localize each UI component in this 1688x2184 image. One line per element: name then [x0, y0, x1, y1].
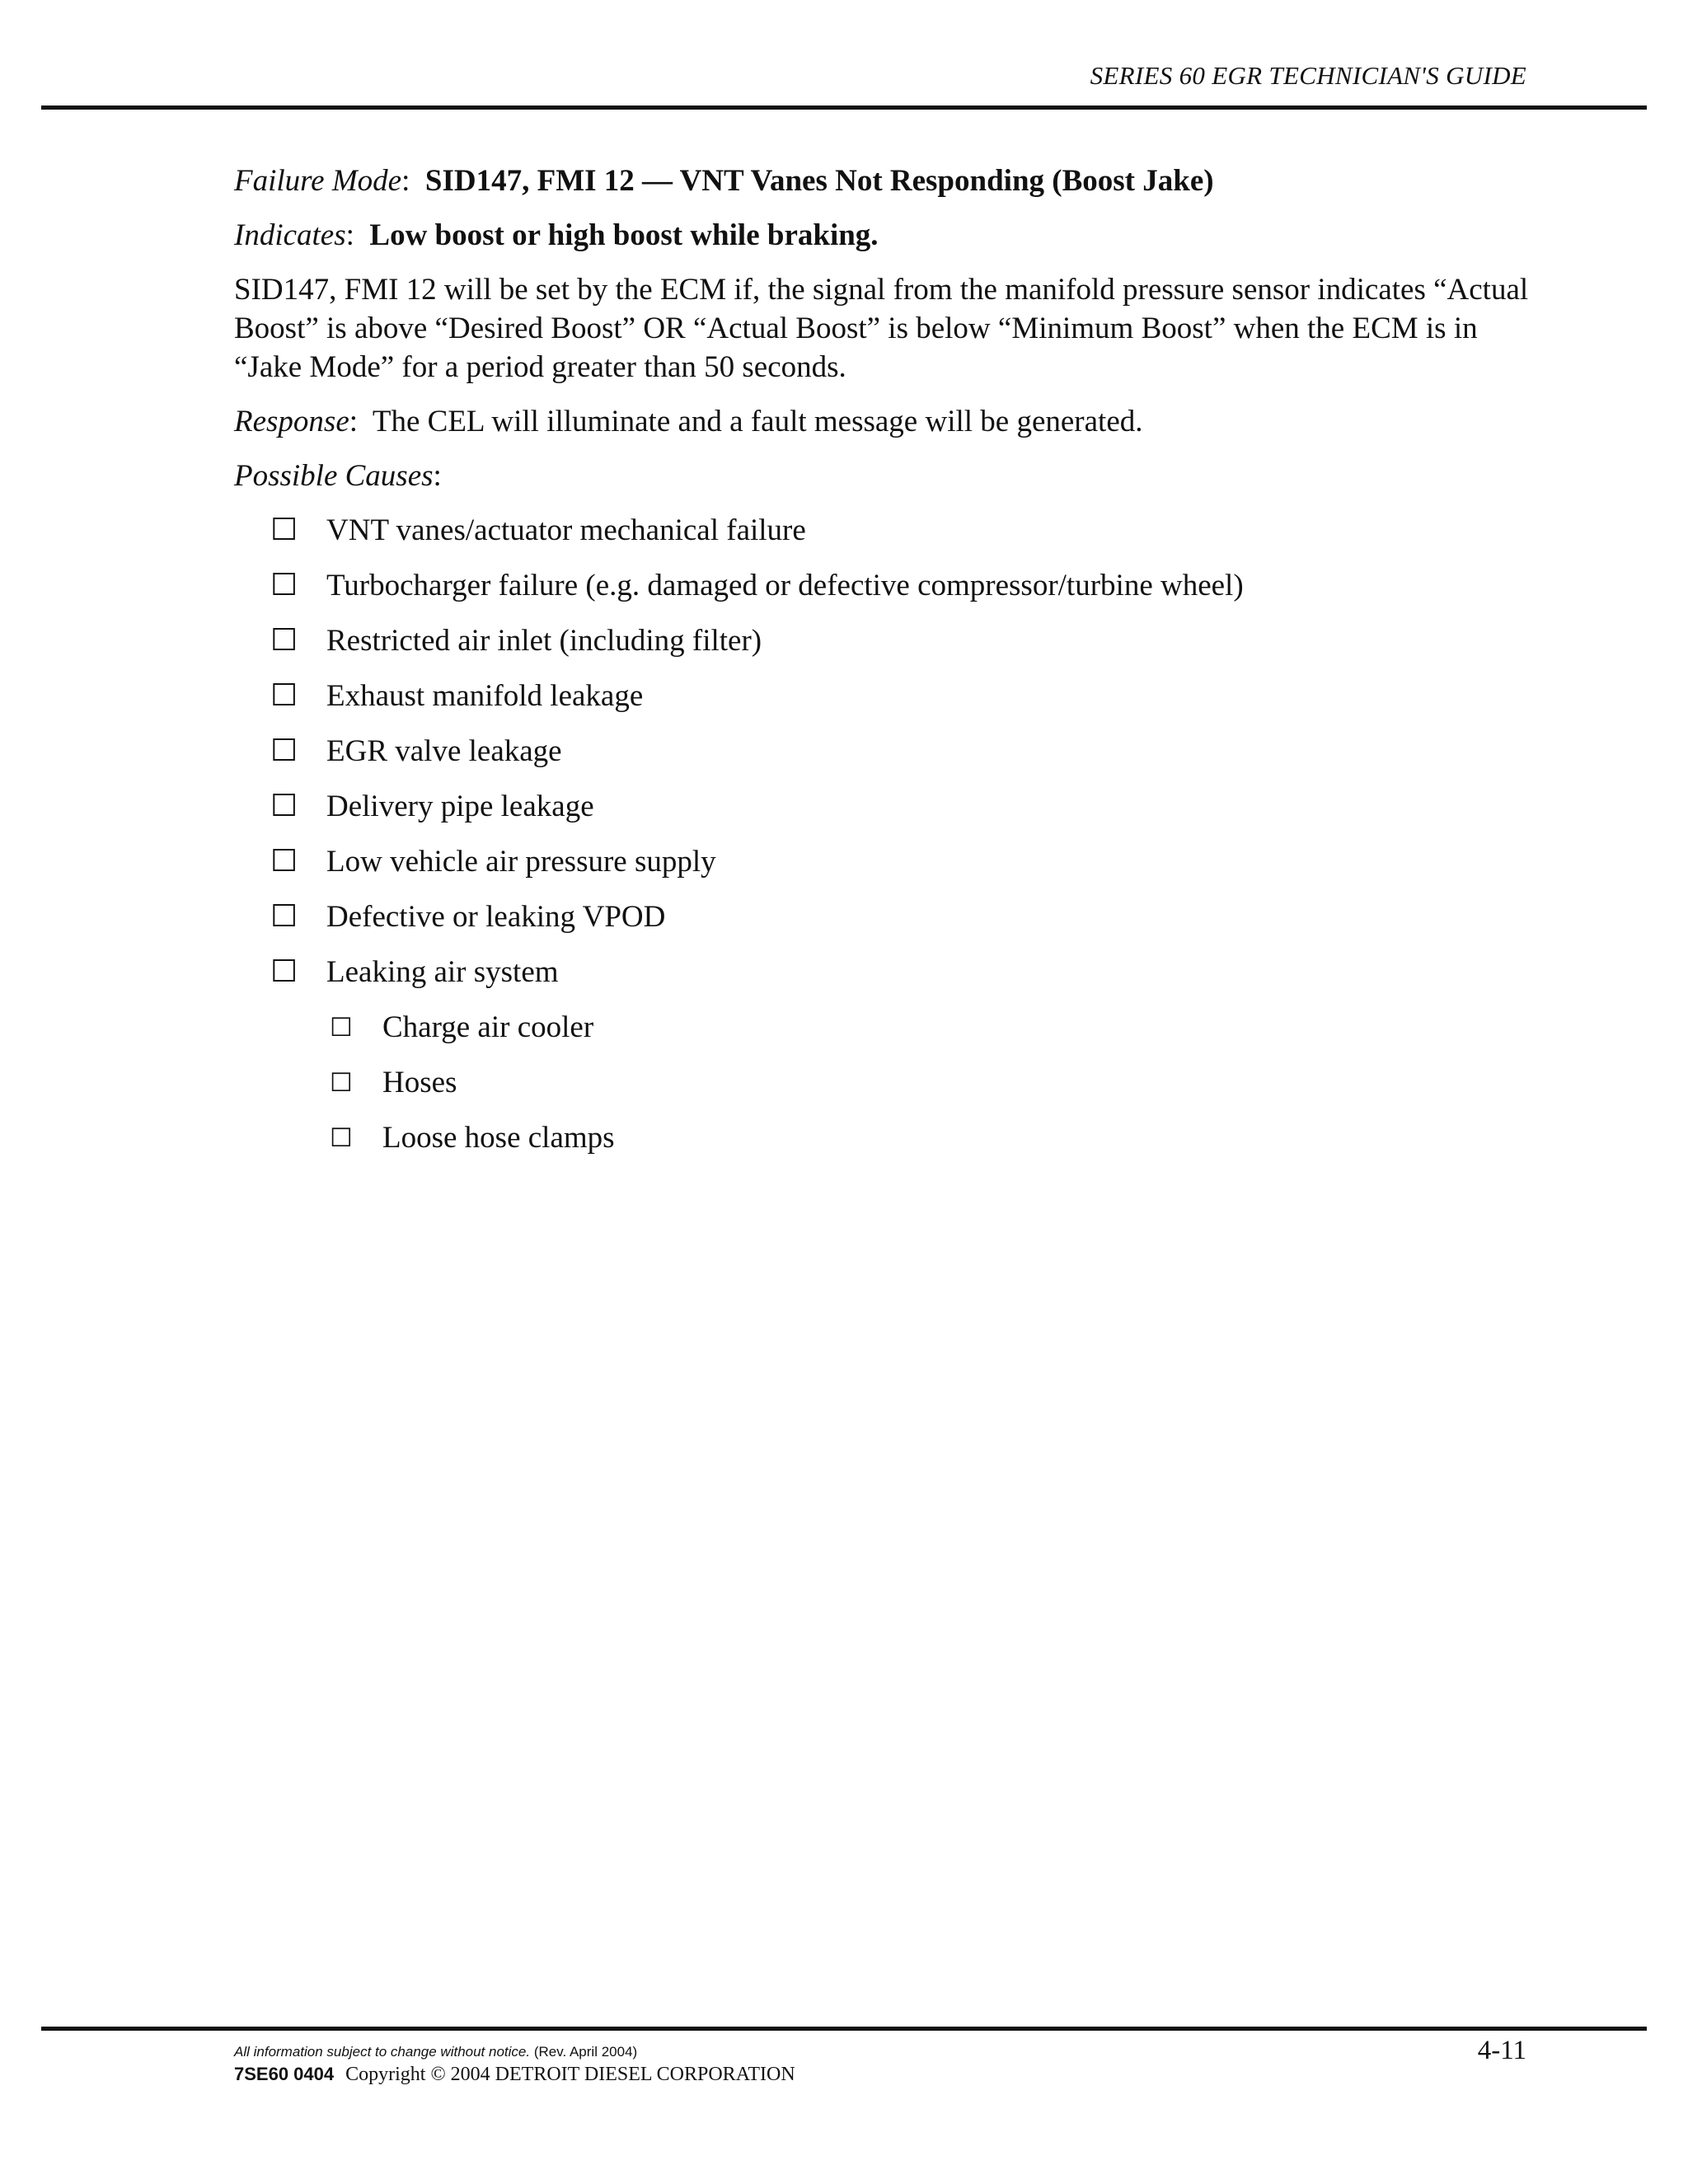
failure-mode-value: SID147, FMI 12 — VNT Vanes Not Responding (Boost Jake) [424, 164, 1214, 198]
checkbox-icon: ☐ [270, 845, 298, 879]
cause-text: VNT vanes/actuator mechanical failure [326, 513, 806, 547]
response-value: The CEL will illuminate and a fault message will be generated. [372, 405, 1143, 438]
page-content [234, 162, 1536, 1174]
checkbox-icon: ☐ [330, 1123, 353, 1152]
checkbox-icon: ☐ [270, 513, 298, 547]
cause-text: Low vehicle air pressure supply [326, 845, 716, 879]
possible-causes-label: Possible Causes [234, 459, 434, 493]
cause-text: EGR valve leakage [326, 734, 562, 768]
cause-text: Delivery pipe leakage [326, 790, 594, 823]
checkbox-icon: ☐ [270, 569, 298, 602]
header-rule [41, 105, 1647, 110]
response-label: Response [234, 405, 349, 438]
cause-text: Leaking air system [326, 955, 559, 989]
sub-cause-text: Loose hose clamps [382, 1121, 615, 1155]
cause-item [234, 566, 1536, 621]
possible-causes-heading: Possible Causes: [234, 459, 442, 493]
cause-item [234, 898, 1536, 953]
indicates-value: Low boost or high boost while braking. [369, 218, 879, 252]
checkbox-icon: ☐ [330, 1013, 353, 1042]
sub-cause-text: Hoses [382, 1066, 457, 1099]
footer-copyright-line [234, 2064, 795, 2086]
checkbox-icon: ☐ [270, 955, 298, 989]
sub-cause-item [234, 1063, 1536, 1118]
footer-revision: (Rev. April 2004) [533, 2044, 638, 2060]
footer-rule [41, 2027, 1647, 2031]
cause-item [234, 677, 1536, 732]
cause-item [234, 787, 1536, 842]
cause-item [234, 621, 1536, 677]
sub-cause-item [234, 1118, 1536, 1174]
possible-causes-list [234, 511, 1536, 1174]
checkbox-icon: ☐ [270, 679, 298, 713]
cause-text: Restricted air inlet (including filter) [326, 624, 762, 658]
cause-item [234, 511, 1536, 566]
running-header-title: SERIES 60 EGR TECHNICIAN'S GUIDE [1090, 61, 1526, 90]
footer-notice-text: All information subject to change without notice. [234, 2044, 531, 2060]
sub-cause-item [234, 1008, 1536, 1063]
checkbox-icon: ☐ [330, 1068, 353, 1097]
checkbox-icon: ☐ [270, 624, 298, 658]
indicates-label: Indicates [234, 218, 346, 252]
cause-item [234, 842, 1536, 898]
checkbox-icon: ☐ [270, 790, 298, 823]
footer-notice [234, 2044, 637, 2060]
failure-mode-label: Failure Mode [234, 164, 402, 198]
indicates-line: Indicates: Low boost or high boost while braking. [234, 218, 879, 252]
response-line: Response: The CEL will illuminate and a fault message will be generated. [234, 405, 1143, 438]
checkbox-icon: ☐ [270, 734, 298, 768]
failure-mode-line: Failure Mode: SID147, FMI 12 — VNT Vanes Not Responding (Boost Jake) [234, 164, 1214, 198]
cause-item [234, 953, 1536, 1008]
cause-text: Defective or leaking VPOD [326, 900, 666, 934]
page-number: 4-11 [1477, 2036, 1526, 2065]
description-paragraph: SID147, FMI 12 will be set by the ECM if, the signal from the manifold pressure sensor indicates “Actual Boost” is above “Desired Boost” OR “Actual Boost” is below “Minimum Boost” when the ECM is in “Jake Mode” for a period greater than 50 seconds. [234, 273, 1529, 384]
checkbox-icon: ☐ [270, 900, 298, 934]
copyright-text: Copyright © 2004 DETROIT DIESEL CORPORATION [345, 2064, 795, 2085]
sub-cause-text: Charge air cooler [382, 1010, 594, 1044]
cause-text: Turbocharger failure (e.g. damaged or defective compressor/turbine wheel) [326, 569, 1244, 602]
cause-item [234, 732, 1536, 787]
document-code: 7SE60 0404 [234, 2064, 335, 2084]
cause-text: Exhaust manifold leakage [326, 679, 644, 713]
